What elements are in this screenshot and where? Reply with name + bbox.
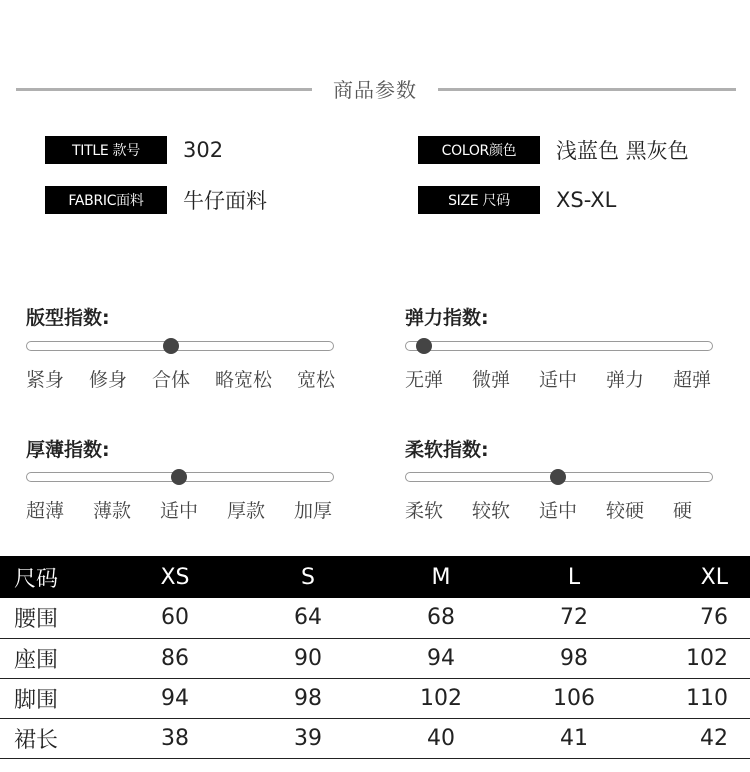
- thickness-index-options: [26, 496, 346, 522]
- fit-index-knob: [163, 338, 179, 354]
- section-title: [0, 72, 750, 104]
- thickness-option: 厚款: [227, 500, 266, 522]
- header-cell: XL: [642, 556, 750, 598]
- table-cell: 102: [376, 678, 506, 718]
- table-row: [0, 638, 750, 678]
- fit-index: [26, 303, 336, 393]
- size-table-header: [0, 556, 750, 598]
- fit-option: 修身: [89, 369, 128, 391]
- fit-option: 合体: [152, 369, 191, 391]
- softness-index-options: [405, 496, 725, 522]
- softness-option: 较软: [472, 500, 511, 522]
- thickness-index-title: 厚薄指数:: [26, 439, 110, 461]
- softness-index: [405, 435, 715, 525]
- table-row: [0, 598, 750, 638]
- thickness-option: 薄款: [93, 500, 132, 522]
- table-cell: 76: [642, 598, 750, 638]
- table-cell: 42: [642, 718, 750, 758]
- title-divider-right: [438, 88, 736, 91]
- info-fabric: [45, 186, 267, 214]
- elasticity-option: 超弹: [673, 369, 712, 391]
- softness-option: 柔软: [405, 500, 444, 522]
- table-cell: 41: [506, 718, 642, 758]
- table-cell: 40: [376, 718, 506, 758]
- thickness-index-knob: [171, 469, 187, 485]
- fit-index-title: 版型指数:: [26, 307, 110, 329]
- softness-option: 较硬: [606, 500, 645, 522]
- table-cell: 64: [240, 598, 376, 638]
- row-label: 座围: [0, 638, 110, 678]
- header-cell: L: [506, 556, 642, 598]
- thickness-index: [26, 435, 336, 525]
- row-label: 裙长: [0, 718, 110, 758]
- table-row: [0, 678, 750, 718]
- table-cell: 106: [506, 678, 642, 718]
- table-cell: 94: [110, 678, 240, 718]
- table-cell: 98: [240, 678, 376, 718]
- table-cell: 72: [506, 598, 642, 638]
- info-fabric-label: FABRIC面料: [45, 186, 167, 214]
- thickness-option: 适中: [160, 500, 199, 522]
- table-cell: 60: [110, 598, 240, 638]
- fit-option: 宽松: [297, 369, 336, 391]
- size-table: [0, 556, 750, 759]
- info-size: [418, 186, 616, 214]
- table-cell: 94: [376, 638, 506, 678]
- section-title-text: 商品参数: [333, 78, 417, 102]
- fit-index-options: [26, 365, 346, 391]
- table-cell: 98: [506, 638, 642, 678]
- header-cell: M: [376, 556, 506, 598]
- header-cell: XS: [110, 556, 240, 598]
- softness-option: 硬: [673, 500, 693, 522]
- elasticity-index-track: [405, 341, 713, 351]
- table-cell: 86: [110, 638, 240, 678]
- elasticity-index-options: [405, 365, 725, 391]
- table-cell: 110: [642, 678, 750, 718]
- table-cell: 90: [240, 638, 376, 678]
- title-divider-left: [16, 88, 312, 91]
- info-color-value: 浅蓝色 黑灰色: [556, 139, 689, 163]
- header-cell: S: [240, 556, 376, 598]
- info-style-number-value: 302: [183, 138, 224, 162]
- table-cell: 68: [376, 598, 506, 638]
- table-cell: 102: [642, 638, 750, 678]
- info-style-number-label: TITLE 款号: [45, 136, 167, 164]
- elasticity-index: [405, 303, 715, 393]
- thickness-option: 超薄: [26, 500, 65, 522]
- header-cell: 尺码: [0, 556, 110, 598]
- elasticity-option: 无弹: [405, 369, 444, 391]
- fit-index-track: [26, 341, 334, 351]
- softness-option: 适中: [539, 500, 578, 522]
- row-label: 脚围: [0, 678, 110, 718]
- table-cell: 39: [240, 718, 376, 758]
- elasticity-index-knob: [416, 338, 432, 354]
- info-fabric-value: 牛仔面料: [183, 189, 267, 213]
- fit-option: 紧身: [26, 369, 65, 391]
- fit-option: 略宽松: [215, 369, 273, 391]
- info-style-number: [45, 136, 223, 164]
- softness-index-title: 柔软指数:: [405, 439, 489, 461]
- info-color-label: COLOR颜色: [418, 136, 540, 164]
- elasticity-option: 微弹: [472, 369, 511, 391]
- elasticity-option: 弹力: [606, 369, 645, 391]
- row-label: 腰围: [0, 598, 110, 638]
- table-row: [0, 718, 750, 758]
- elasticity-index-title: 弹力指数:: [405, 307, 489, 329]
- elasticity-option: 适中: [539, 369, 578, 391]
- info-size-value: XS-XL: [556, 188, 617, 212]
- info-color: [418, 136, 689, 164]
- thickness-option: 加厚: [294, 500, 333, 522]
- table-cell: 38: [110, 718, 240, 758]
- info-size-label: SIZE 尺码: [418, 186, 540, 214]
- softness-index-knob: [550, 469, 566, 485]
